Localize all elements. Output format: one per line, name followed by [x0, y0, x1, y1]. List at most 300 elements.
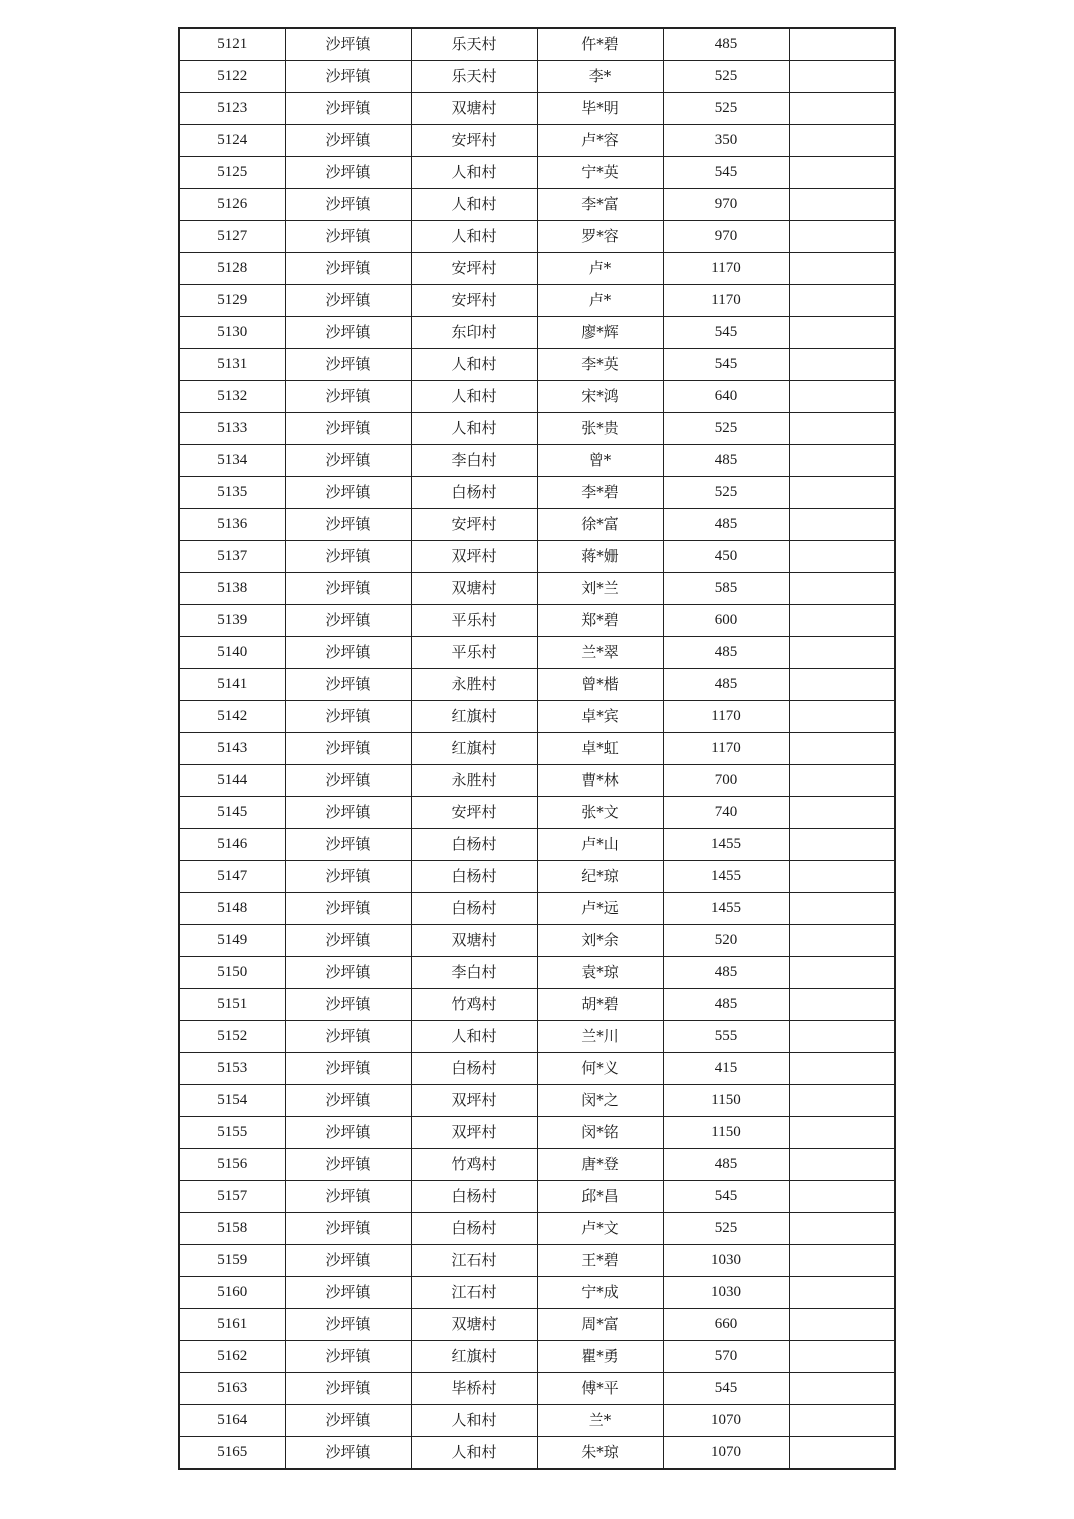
row-number-cell: 5144 — [179, 765, 285, 797]
amount-cell: 545 — [663, 1181, 789, 1213]
table-row — [179, 829, 895, 861]
note-cell — [789, 253, 895, 285]
person-name-cell: 仵*碧 — [537, 28, 663, 61]
amount-cell: 1030 — [663, 1245, 789, 1277]
table-row — [179, 733, 895, 765]
note-cell — [789, 1085, 895, 1117]
row-number-cell: 5132 — [179, 381, 285, 413]
row-number-cell: 5155 — [179, 1117, 285, 1149]
person-name-cell: 何*义 — [537, 1053, 663, 1085]
amount-cell: 555 — [663, 1021, 789, 1053]
table-row — [179, 253, 895, 285]
amount-cell: 485 — [663, 669, 789, 701]
village-cell: 白杨村 — [411, 1053, 537, 1085]
table-row — [179, 765, 895, 797]
town-cell: 沙坪镇 — [285, 1213, 411, 1245]
village-cell: 人和村 — [411, 1437, 537, 1470]
table-row — [179, 1149, 895, 1181]
note-cell — [789, 381, 895, 413]
village-cell: 红旗村 — [411, 733, 537, 765]
table-row — [179, 1213, 895, 1245]
person-name-cell: 李*富 — [537, 189, 663, 221]
village-cell: 竹鸡村 — [411, 989, 537, 1021]
note-cell — [789, 61, 895, 93]
row-number-cell: 5163 — [179, 1373, 285, 1405]
note-cell — [789, 893, 895, 925]
table-row — [179, 637, 895, 669]
note-cell — [789, 1053, 895, 1085]
town-cell: 沙坪镇 — [285, 1181, 411, 1213]
amount-cell: 525 — [663, 477, 789, 509]
note-cell — [789, 957, 895, 989]
town-cell: 沙坪镇 — [285, 61, 411, 93]
amount-cell: 545 — [663, 1373, 789, 1405]
table-row — [179, 477, 895, 509]
town-cell: 沙坪镇 — [285, 381, 411, 413]
note-cell — [789, 1309, 895, 1341]
note-cell — [789, 573, 895, 605]
table-row — [179, 1021, 895, 1053]
table-row — [179, 1277, 895, 1309]
town-cell: 沙坪镇 — [285, 1437, 411, 1470]
village-cell: 平乐村 — [411, 605, 537, 637]
note-cell — [789, 797, 895, 829]
note-cell — [789, 125, 895, 157]
note-cell — [789, 669, 895, 701]
row-number-cell: 5125 — [179, 157, 285, 189]
town-cell: 沙坪镇 — [285, 1277, 411, 1309]
amount-cell: 585 — [663, 573, 789, 605]
village-cell: 白杨村 — [411, 861, 537, 893]
town-cell: 沙坪镇 — [285, 1405, 411, 1437]
town-cell: 沙坪镇 — [285, 1245, 411, 1277]
village-cell: 安坪村 — [411, 125, 537, 157]
row-number-cell: 5127 — [179, 221, 285, 253]
town-cell: 沙坪镇 — [285, 1053, 411, 1085]
table-row — [179, 509, 895, 541]
person-name-cell: 宁*英 — [537, 157, 663, 189]
amount-cell: 1170 — [663, 285, 789, 317]
person-name-cell: 蒋*姗 — [537, 541, 663, 573]
row-number-cell: 5141 — [179, 669, 285, 701]
table-row — [179, 381, 895, 413]
town-cell: 沙坪镇 — [285, 93, 411, 125]
person-name-cell: 兰*翠 — [537, 637, 663, 669]
person-name-cell: 卢*容 — [537, 125, 663, 157]
amount-cell: 485 — [663, 509, 789, 541]
amount-cell: 600 — [663, 605, 789, 637]
note-cell — [789, 285, 895, 317]
amount-cell: 485 — [663, 445, 789, 477]
person-name-cell: 刘*余 — [537, 925, 663, 957]
village-cell: 人和村 — [411, 413, 537, 445]
village-cell: 安坪村 — [411, 797, 537, 829]
person-name-cell: 周*富 — [537, 1309, 663, 1341]
town-cell: 沙坪镇 — [285, 1373, 411, 1405]
town-cell: 沙坪镇 — [285, 541, 411, 573]
amount-cell: 525 — [663, 61, 789, 93]
table-row — [179, 93, 895, 125]
village-cell: 李白村 — [411, 957, 537, 989]
town-cell: 沙坪镇 — [285, 861, 411, 893]
row-number-cell: 5140 — [179, 637, 285, 669]
village-cell: 安坪村 — [411, 285, 537, 317]
amount-cell: 485 — [663, 637, 789, 669]
village-cell: 白杨村 — [411, 1213, 537, 1245]
village-cell: 人和村 — [411, 349, 537, 381]
table-row — [179, 285, 895, 317]
person-name-cell: 袁*琼 — [537, 957, 663, 989]
table-row — [179, 1181, 895, 1213]
table-row — [179, 669, 895, 701]
town-cell: 沙坪镇 — [285, 445, 411, 477]
town-cell: 沙坪镇 — [285, 1021, 411, 1053]
village-cell: 李白村 — [411, 445, 537, 477]
person-name-cell: 卓*宾 — [537, 701, 663, 733]
village-cell: 人和村 — [411, 1405, 537, 1437]
table-row — [179, 1405, 895, 1437]
person-name-cell: 李* — [537, 61, 663, 93]
person-name-cell: 罗*容 — [537, 221, 663, 253]
table-row — [179, 445, 895, 477]
row-number-cell: 5128 — [179, 253, 285, 285]
note-cell — [789, 1181, 895, 1213]
table-row — [179, 157, 895, 189]
town-cell: 沙坪镇 — [285, 989, 411, 1021]
person-name-cell: 徐*富 — [537, 509, 663, 541]
person-name-cell: 廖*辉 — [537, 317, 663, 349]
note-cell — [789, 605, 895, 637]
note-cell — [789, 765, 895, 797]
person-name-cell: 宋*鸿 — [537, 381, 663, 413]
table-row — [179, 893, 895, 925]
village-cell: 双坪村 — [411, 1085, 537, 1117]
amount-cell: 485 — [663, 1149, 789, 1181]
amount-cell: 545 — [663, 317, 789, 349]
village-cell: 红旗村 — [411, 1341, 537, 1373]
village-cell: 东印村 — [411, 317, 537, 349]
row-number-cell: 5159 — [179, 1245, 285, 1277]
village-cell: 双塘村 — [411, 925, 537, 957]
row-number-cell: 5145 — [179, 797, 285, 829]
town-cell: 沙坪镇 — [285, 317, 411, 349]
person-name-cell: 卢*远 — [537, 893, 663, 925]
village-cell: 永胜村 — [411, 669, 537, 701]
person-name-cell: 毕*明 — [537, 93, 663, 125]
row-number-cell: 5148 — [179, 893, 285, 925]
table-row — [179, 61, 895, 93]
amount-cell: 525 — [663, 93, 789, 125]
amount-cell: 1070 — [663, 1437, 789, 1470]
village-cell: 人和村 — [411, 221, 537, 253]
town-cell: 沙坪镇 — [285, 925, 411, 957]
person-name-cell: 瞿*勇 — [537, 1341, 663, 1373]
town-cell: 沙坪镇 — [285, 189, 411, 221]
amount-cell: 640 — [663, 381, 789, 413]
amount-cell: 1455 — [663, 829, 789, 861]
person-name-cell: 唐*登 — [537, 1149, 663, 1181]
row-number-cell: 5126 — [179, 189, 285, 221]
row-number-cell: 5121 — [179, 28, 285, 61]
village-cell: 白杨村 — [411, 893, 537, 925]
village-cell: 乐天村 — [411, 61, 537, 93]
table-row — [179, 701, 895, 733]
table-row — [179, 413, 895, 445]
town-cell: 沙坪镇 — [285, 221, 411, 253]
note-cell — [789, 861, 895, 893]
row-number-cell: 5151 — [179, 989, 285, 1021]
village-cell: 江石村 — [411, 1245, 537, 1277]
town-cell: 沙坪镇 — [285, 669, 411, 701]
note-cell — [789, 1277, 895, 1309]
table-row — [179, 541, 895, 573]
note-cell — [789, 989, 895, 1021]
village-cell: 乐天村 — [411, 28, 537, 61]
amount-cell: 1170 — [663, 253, 789, 285]
table-row — [179, 1341, 895, 1373]
village-cell: 白杨村 — [411, 829, 537, 861]
row-number-cell: 5131 — [179, 349, 285, 381]
table-row — [179, 1437, 895, 1470]
village-cell: 双坪村 — [411, 541, 537, 573]
village-cell: 平乐村 — [411, 637, 537, 669]
row-number-cell: 5135 — [179, 477, 285, 509]
amount-cell: 1170 — [663, 733, 789, 765]
row-number-cell: 5143 — [179, 733, 285, 765]
note-cell — [789, 829, 895, 861]
person-name-cell: 兰* — [537, 1405, 663, 1437]
note-cell — [789, 1149, 895, 1181]
person-name-cell: 闵*之 — [537, 1085, 663, 1117]
amount-cell: 485 — [663, 28, 789, 61]
town-cell: 沙坪镇 — [285, 637, 411, 669]
amount-cell: 1455 — [663, 861, 789, 893]
row-number-cell: 5161 — [179, 1309, 285, 1341]
row-number-cell: 5137 — [179, 541, 285, 573]
person-name-cell: 曹*林 — [537, 765, 663, 797]
amount-cell: 525 — [663, 1213, 789, 1245]
row-number-cell: 5147 — [179, 861, 285, 893]
amount-cell: 570 — [663, 1341, 789, 1373]
village-cell: 双塘村 — [411, 573, 537, 605]
note-cell — [789, 189, 895, 221]
table-row — [179, 189, 895, 221]
amount-cell: 740 — [663, 797, 789, 829]
table-row — [179, 925, 895, 957]
village-cell: 永胜村 — [411, 765, 537, 797]
note-cell — [789, 1213, 895, 1245]
person-name-cell: 朱*琼 — [537, 1437, 663, 1470]
table-row — [179, 957, 895, 989]
note-cell — [789, 477, 895, 509]
amount-cell: 485 — [663, 989, 789, 1021]
amount-cell: 1150 — [663, 1085, 789, 1117]
amount-cell: 1170 — [663, 701, 789, 733]
village-cell: 竹鸡村 — [411, 1149, 537, 1181]
note-cell — [789, 1405, 895, 1437]
amount-cell: 545 — [663, 349, 789, 381]
town-cell: 沙坪镇 — [285, 349, 411, 381]
note-cell — [789, 1245, 895, 1277]
person-name-cell: 刘*兰 — [537, 573, 663, 605]
person-name-cell: 纪*琼 — [537, 861, 663, 893]
note-cell — [789, 317, 895, 349]
table-row — [179, 989, 895, 1021]
amount-cell: 970 — [663, 189, 789, 221]
town-cell: 沙坪镇 — [285, 829, 411, 861]
person-name-cell: 郑*碧 — [537, 605, 663, 637]
row-number-cell: 5156 — [179, 1149, 285, 1181]
note-cell — [789, 28, 895, 61]
table-row — [179, 1117, 895, 1149]
row-number-cell: 5134 — [179, 445, 285, 477]
person-name-cell: 卓*虹 — [537, 733, 663, 765]
town-cell: 沙坪镇 — [285, 1149, 411, 1181]
records-table — [178, 27, 896, 1470]
table-row — [179, 1053, 895, 1085]
note-cell — [789, 221, 895, 253]
table-row — [179, 861, 895, 893]
table-row — [179, 125, 895, 157]
person-name-cell: 王*碧 — [537, 1245, 663, 1277]
person-name-cell: 傅*平 — [537, 1373, 663, 1405]
table-row — [179, 1245, 895, 1277]
note-cell — [789, 701, 895, 733]
town-cell: 沙坪镇 — [285, 413, 411, 445]
table-row — [179, 797, 895, 829]
row-number-cell: 5136 — [179, 509, 285, 541]
table-row — [179, 317, 895, 349]
village-cell: 安坪村 — [411, 509, 537, 541]
person-name-cell: 卢* — [537, 253, 663, 285]
town-cell: 沙坪镇 — [285, 893, 411, 925]
note-cell — [789, 1341, 895, 1373]
amount-cell: 1030 — [663, 1277, 789, 1309]
table-row — [179, 221, 895, 253]
town-cell: 沙坪镇 — [285, 28, 411, 61]
town-cell: 沙坪镇 — [285, 733, 411, 765]
town-cell: 沙坪镇 — [285, 157, 411, 189]
note-cell — [789, 925, 895, 957]
village-cell: 安坪村 — [411, 253, 537, 285]
town-cell: 沙坪镇 — [285, 477, 411, 509]
table-row — [179, 349, 895, 381]
row-number-cell: 5123 — [179, 93, 285, 125]
town-cell: 沙坪镇 — [285, 253, 411, 285]
row-number-cell: 5124 — [179, 125, 285, 157]
note-cell — [789, 509, 895, 541]
note-cell — [789, 445, 895, 477]
records-table-body — [179, 28, 895, 1469]
person-name-cell: 张*贵 — [537, 413, 663, 445]
town-cell: 沙坪镇 — [285, 1117, 411, 1149]
amount-cell: 450 — [663, 541, 789, 573]
person-name-cell: 张*文 — [537, 797, 663, 829]
row-number-cell: 5158 — [179, 1213, 285, 1245]
village-cell: 毕桥村 — [411, 1373, 537, 1405]
note-cell — [789, 1373, 895, 1405]
table-row — [179, 28, 895, 61]
town-cell: 沙坪镇 — [285, 509, 411, 541]
person-name-cell: 兰*川 — [537, 1021, 663, 1053]
row-number-cell: 5160 — [179, 1277, 285, 1309]
town-cell: 沙坪镇 — [285, 1309, 411, 1341]
person-name-cell: 曾* — [537, 445, 663, 477]
row-number-cell: 5153 — [179, 1053, 285, 1085]
row-number-cell: 5162 — [179, 1341, 285, 1373]
row-number-cell: 5130 — [179, 317, 285, 349]
row-number-cell: 5165 — [179, 1437, 285, 1470]
person-name-cell: 卢*山 — [537, 829, 663, 861]
person-name-cell: 宁*成 — [537, 1277, 663, 1309]
town-cell: 沙坪镇 — [285, 1341, 411, 1373]
town-cell: 沙坪镇 — [285, 797, 411, 829]
row-number-cell: 5149 — [179, 925, 285, 957]
row-number-cell: 5138 — [179, 573, 285, 605]
row-number-cell: 5122 — [179, 61, 285, 93]
note-cell — [789, 93, 895, 125]
person-name-cell: 胡*碧 — [537, 989, 663, 1021]
row-number-cell: 5146 — [179, 829, 285, 861]
row-number-cell: 5139 — [179, 605, 285, 637]
amount-cell: 1455 — [663, 893, 789, 925]
note-cell — [789, 1021, 895, 1053]
row-number-cell: 5133 — [179, 413, 285, 445]
row-number-cell: 5154 — [179, 1085, 285, 1117]
table-row — [179, 605, 895, 637]
amount-cell: 545 — [663, 157, 789, 189]
amount-cell: 415 — [663, 1053, 789, 1085]
person-name-cell: 李*英 — [537, 349, 663, 381]
town-cell: 沙坪镇 — [285, 1085, 411, 1117]
amount-cell: 1150 — [663, 1117, 789, 1149]
town-cell: 沙坪镇 — [285, 125, 411, 157]
row-number-cell: 5142 — [179, 701, 285, 733]
village-cell: 红旗村 — [411, 701, 537, 733]
note-cell — [789, 637, 895, 669]
town-cell: 沙坪镇 — [285, 957, 411, 989]
village-cell: 双坪村 — [411, 1117, 537, 1149]
town-cell: 沙坪镇 — [285, 765, 411, 797]
note-cell — [789, 157, 895, 189]
table-row — [179, 573, 895, 605]
row-number-cell: 5150 — [179, 957, 285, 989]
table-row — [179, 1373, 895, 1405]
row-number-cell: 5129 — [179, 285, 285, 317]
village-cell: 人和村 — [411, 381, 537, 413]
village-cell: 双塘村 — [411, 93, 537, 125]
village-cell: 江石村 — [411, 1277, 537, 1309]
note-cell — [789, 1117, 895, 1149]
person-name-cell: 曾*楷 — [537, 669, 663, 701]
village-cell: 人和村 — [411, 1021, 537, 1053]
note-cell — [789, 413, 895, 445]
town-cell: 沙坪镇 — [285, 573, 411, 605]
note-cell — [789, 1437, 895, 1470]
village-cell: 白杨村 — [411, 1181, 537, 1213]
amount-cell: 520 — [663, 925, 789, 957]
row-number-cell: 5152 — [179, 1021, 285, 1053]
note-cell — [789, 541, 895, 573]
person-name-cell: 邱*昌 — [537, 1181, 663, 1213]
village-cell: 双塘村 — [411, 1309, 537, 1341]
village-cell: 人和村 — [411, 189, 537, 221]
table-row — [179, 1309, 895, 1341]
amount-cell: 970 — [663, 221, 789, 253]
amount-cell: 525 — [663, 413, 789, 445]
person-name-cell: 卢* — [537, 285, 663, 317]
person-name-cell: 闵*铭 — [537, 1117, 663, 1149]
